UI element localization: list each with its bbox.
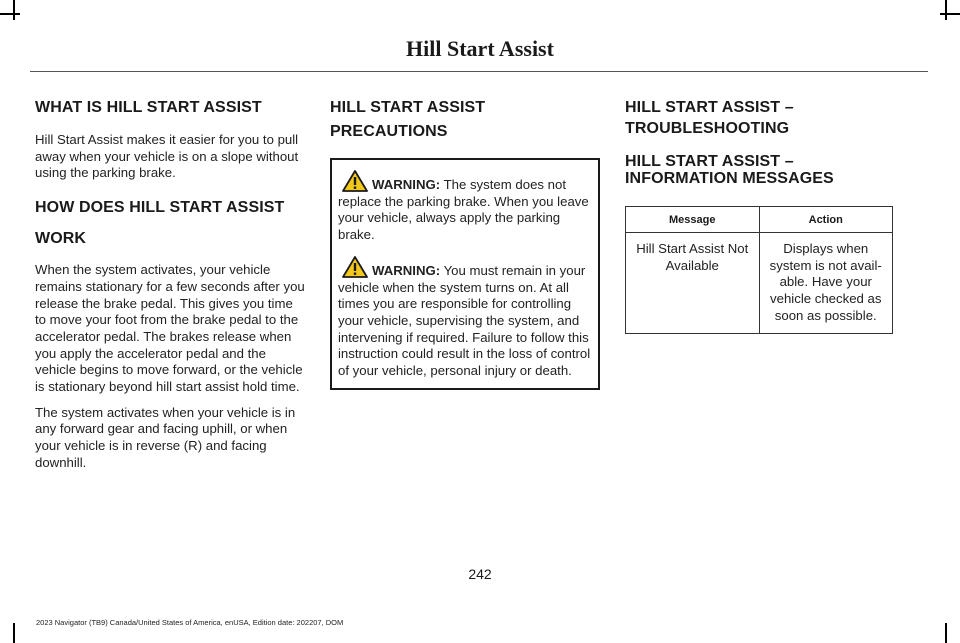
warning-2 xyxy=(338,256,592,380)
warning-2-label: WARNING: xyxy=(372,262,441,278)
table-cell-action: Displays when system is not avail- able. Have your vehicle checked as soon as possible. xyxy=(759,233,893,334)
footer-edition: 2023 Navigator (TB9) Canada/United States of America, enUSA, Edition date: 202207, DOM xyxy=(36,618,344,627)
warning-1-label: WARNING: xyxy=(372,177,441,192)
table-row xyxy=(626,233,893,334)
table-header-action: Action xyxy=(759,207,893,233)
crop-mark xyxy=(940,13,960,15)
paragraph-intro: Hill Start Assist makes it easier for you to pull away when your vehicle is on a slope without using the parking brake. xyxy=(35,132,299,181)
table-header-row xyxy=(626,207,893,233)
warning-2-text: You must remain in your vehicle when the system turns on. At all times you are responsible for controlling your vehicle, supervising the system, and intervening if required. Failure to follow this instruction could result in the loss of control of your vehicle, personal injury or death. xyxy=(338,262,591,379)
warning-triangle-icon xyxy=(342,170,368,192)
column-what-is xyxy=(35,96,307,472)
crop-mark xyxy=(945,623,947,643)
page-title: Hill Start Assist xyxy=(406,36,554,61)
heading-info-messages: HILL START ASSIST – INFORMATION MESSAGES xyxy=(625,153,834,187)
heading-troubleshooting-line2: TROUBLESHOOTING xyxy=(625,120,790,137)
heading-how-works-line2: WORK xyxy=(35,230,87,248)
heading-how-works-line1: HOW DOES HILL START ASSIST xyxy=(35,199,285,217)
crop-mark xyxy=(13,623,15,643)
warning-1-text: The system does not replace the parking brake. When you leave your vehicle, always apply the parking brake. xyxy=(338,177,589,243)
paragraph-activation: The system activates when your vehicle is in any forward gear and facing uphill, or when your vehicle is in reverse (R) and facing downhill. xyxy=(35,404,296,470)
heading-troubleshooting-line1: HILL START ASSIST – xyxy=(625,99,794,116)
crop-mark xyxy=(13,0,15,20)
heading-precautions: HILL START ASSIST PRECAUTIONS xyxy=(330,99,486,140)
heading-what-is: WHAT IS HILL START ASSIST xyxy=(35,99,262,116)
warning-triangle-icon xyxy=(342,256,368,278)
paragraph-how-works: When the system activates, your vehicle remains stationary for a few seconds after you release the brake pedal. This gives you time to move your foot from the brake pedal to the accelerator pedal. The brakes release when you apply the accelerator pedal and the vehicle begins to move forward, or the vehicle is stationary beyond hill start assist hold time. xyxy=(35,262,305,395)
info-messages-table xyxy=(625,206,893,334)
title-divider xyxy=(30,71,928,72)
crop-mark xyxy=(0,13,20,15)
page-number: 242 xyxy=(468,566,492,582)
crop-mark xyxy=(945,0,947,20)
column-precautions xyxy=(330,96,600,390)
warning-box xyxy=(330,158,600,390)
table-cell-message: Hill Start Assist Not Available xyxy=(626,233,760,334)
table-header-message: Message xyxy=(626,207,760,233)
warning-1 xyxy=(338,170,592,244)
column-troubleshooting xyxy=(625,96,893,334)
